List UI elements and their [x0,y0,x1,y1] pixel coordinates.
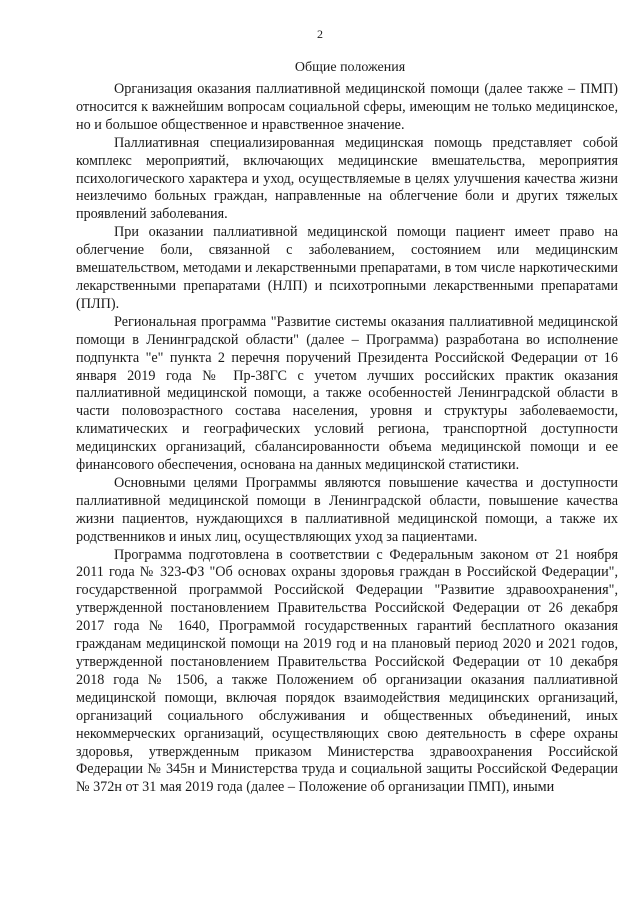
paragraph-intro: Организация оказания паллиативной медицинской помощи (далее также – ПМП) относится к важнейшим вопросам социальной сферы, имеющим не только медицинское, но и большое общественное и нравственное значение. [76,81,618,133]
paragraph-program-goals: Основными целями Программы являются повышение качества и доступности паллиативной медицинской помощи в Ленинградской области, повышение качества жизни пациентов, нуждающихся в паллиативной медицинской помощи, а также их родственников и иных лиц, осуществляющих уход за пациентами. [76,474,618,545]
paragraph-patient-rights: При оказании паллиативной медицинской помощи пациент имеет право на облегчение боли, связанной с заболеванием, состоянием или медицинским вмешательством, методами и лекарственными препаратами, в том числе наркотическими лекарственными препаратами (НЛП) и психотропными лекарственными препаратами (ПЛП). [76,224,618,312]
paragraph-definition: Паллиативная специализированная медицинская помощь представляет собой комплекс мероприятий, включающих медицинские вмешательства, мероприятия психологического характера и уход, осуществляемые в целях улучшения качества жизни неизлечимо больных граждан, направленные на облегчение боли и других тяжелых проявлений заболевания. [76,134,618,223]
section-heading: Общие положения [294,60,406,75]
page-number: 2 [317,27,323,41]
paragraph-program-basis: Региональная программа "Развитие системы оказания паллиативной медицинской помощи в Ленинградской области" (далее – Программа) разработана во исполнение подпункта "е" пункта 2 перечня поручений Президента Российской Федерации от 16 января 2019 года № Пр-38ГС с учетом лучших российских практик оказания паллиативной медицинской помощи, а также особенностей Ленинградской области в части половозрастного состава населения, уровня и структуры заболеваемости, климатических и географических условий региона, транспортной доступности медицинских организаций, сбалансированности объема медицинской помощи и ее финансового обеспечения, основана на данных медицинской статистики. [76,313,618,474]
document-body [76,81,618,797]
paragraph-legal-basis: Программа подготовлена в соответствии с Федеральным законом от 21 ноября 2011 года № 323-ФЗ "Об основах охраны здоровья граждан в Российской Федерации", государственной программой Российской Федерации "Развитие здравоохранения", утвержденной постановлением Правительства Российской Федерации от 26 декабря 2017 года № 1640, Программой государственных гарантий бесплатного оказания гражданам медицинской помощи на 2019 год и на плановый период 2020 и 2021 годов, утвержденной постановлением Правительства Российской Федерации от 10 декабря 2018 года № 1506, а также Положением об организации оказания паллиативной медицинской помощи, включая порядок взаимодействия медицинских организаций, организаций социального обслуживания и общественных объединений, иных некоммерческих организаций, осуществляющих свою деятельность в сфере охраны здоровья, утвержденным приказом Министерства здравоохранения Российской Федерации № 345н и Министерства труда и социальной защиты Российской Федерации № 372н от 31 мая 2019 года (далее – Положение об организации ПМП), иными [76,546,618,796]
